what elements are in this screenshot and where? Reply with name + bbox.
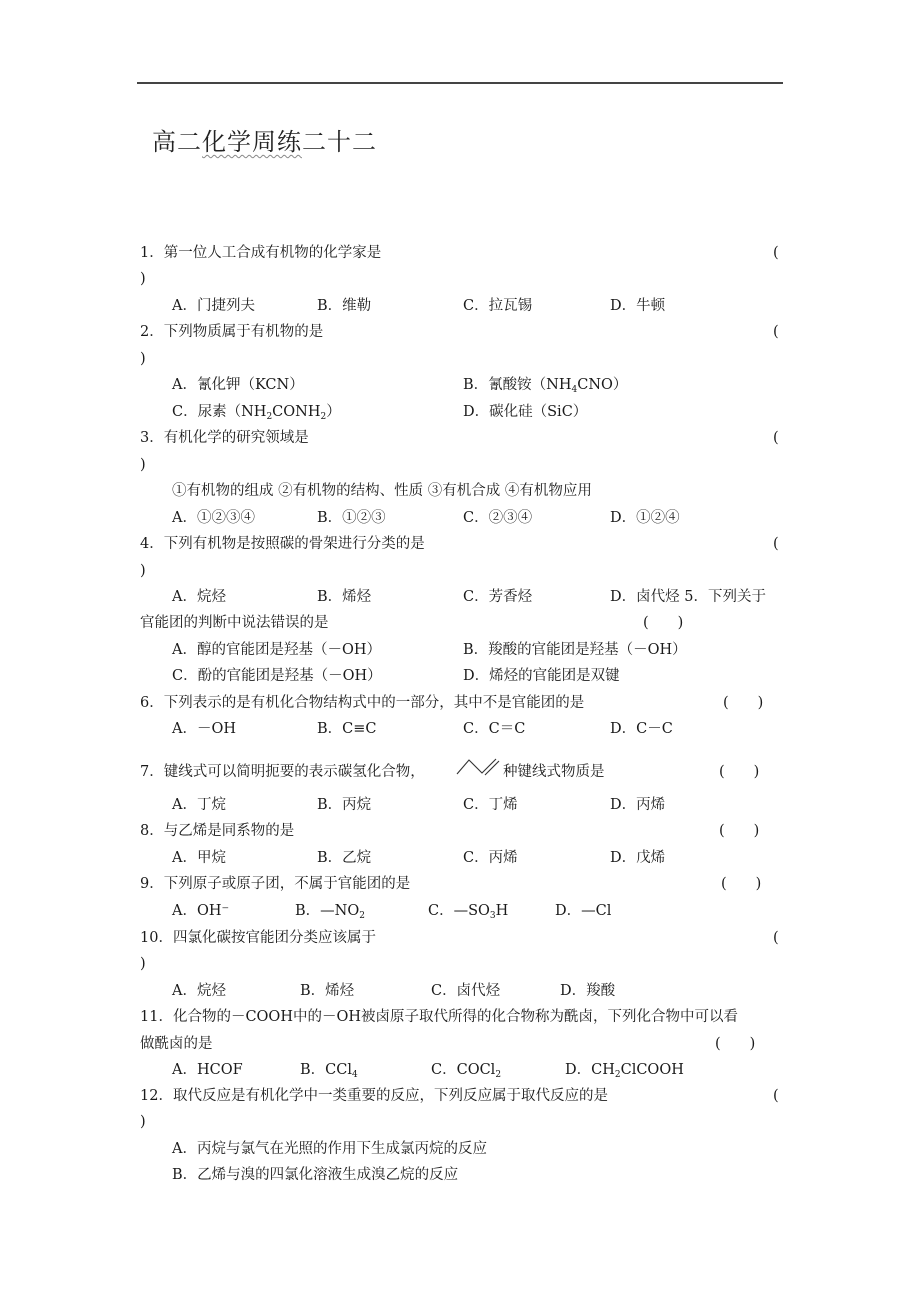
option-c: C．尿素$(NH_2CONH_2)$ [172,404,341,422]
option-b: B．氰酸铵$(NH_4CNO)$ [463,377,628,395]
title-part: 高二 [152,128,202,156]
option-a: A．烷烃 [172,589,226,605]
answer-blank: ( ) [723,695,764,711]
title-part-underlined: 化学周练 [202,128,302,156]
page-title [152,122,377,157]
option-d: D．C－C [610,721,673,737]
option-a: A．丙烷与氯气在光照的作用下生成氯丙烷的反应 [172,1141,487,1157]
question-stem: 1．第一位人工合成有机物的化学家是 [140,245,382,261]
option-d: D．羧酸 [560,983,616,999]
option-a: A．醇的官能团是羟基（－OH） [172,642,382,658]
option-c: C．丙烯 [463,850,518,866]
answer-blank: ( ) [643,615,684,631]
answer-blank: ( ) [719,823,760,839]
option-d: D．①②④ [610,510,680,526]
option-b: B．①②③ [317,510,386,526]
question-stem-continued: 官能团的判断中说法错误的是 [140,615,329,631]
skeletal-formula-figure [456,756,500,778]
question-stem: 3．有机化学的研究领域是 [140,430,309,446]
answer-blank-open: ( [773,1088,779,1104]
answer-blank-open: ( [773,430,779,446]
option-b: B．羧酸的官能团是羟基（－OH） [463,642,687,658]
option-d: D．牛顿 [610,298,666,314]
question-stem: 11．化合物的－COOH中的－OH被卤原子取代所得的化合物称为酰卤，下列化合物中可以看 [140,1009,738,1025]
option-b: B．乙烷 [317,850,372,866]
question-stem: 7．键线式可以简明扼要的表示碳氢化合物， [140,764,425,780]
option-b: B．$—NO_2$ [295,903,365,921]
option-d: D．烯烃的官能团是双键 [463,668,620,684]
answer-blank-open: ( [773,536,779,552]
option-b: B．烯烃 [300,983,355,999]
question-5-stem-start: 下列关于 [707,589,766,605]
answer-blank-open: ( [773,930,779,946]
option-b: B．维勒 [317,298,372,314]
question-stem: 8．与乙烯是同系物的是 [140,823,295,839]
question-5-number: 5． [684,589,708,605]
option-b: B．丙烷 [317,797,372,813]
answer-blank-close: ) [140,956,146,972]
answer-blank: ( ) [715,1036,756,1052]
option-a: A．丁烷 [172,797,226,813]
answer-blank-open: ( [773,324,779,340]
answer-blank-close: ) [140,271,146,287]
option-b: B．C≡C [317,721,377,737]
option-c: C．丁烯 [463,797,518,813]
option-d: D．卤代烃 5．下列关于 [610,589,766,605]
option-c: C．卤代烃 [431,983,501,999]
option-c: C．芳香烃 [463,589,533,605]
option-c: C．$—SO_3H$ [428,903,509,921]
option-c: C．C＝C [463,721,526,737]
answer-blank-close: ) [140,351,146,367]
question-stem: 12．取代反应是有机化学中一类重要的反应，下列反应属于取代反应的是 [140,1088,608,1104]
option-c: C．COCl$_2$ [431,1062,502,1080]
question-stem: 4．下列有机物是按照碳的骨架进行分类的是 [140,536,425,552]
question-stem-continued: 种键线式物质是 [503,764,605,780]
question-stem-continued: 做酰卤的是 [140,1036,213,1052]
option-a: A．门捷列夫 [172,298,255,314]
title-part: 二十二 [302,128,377,156]
option-a: A．－OH [172,721,237,737]
option-b: B．CCl$_4$ [300,1062,358,1080]
option-a: A．烷烃 [172,983,226,999]
answer-blank-close: ) [140,1114,146,1130]
option-c: C．拉瓦锡 [463,298,533,314]
option-c: C．②③④ [463,510,533,526]
option-a: A．氰化钾（KCN） [172,377,304,393]
answer-blank-open: ( [773,245,779,261]
option-a: A．OH⁻ [172,903,230,919]
question-stem: 2．下列物质属于有机物的是 [140,324,324,340]
question-stem: 6．下列表示的是有机化合物结构式中的一部分，其中不是官能团的是 [140,695,585,711]
option-d: D．碳化硅（SiC） [463,404,588,420]
question-items: ①有机物的组成 ②有机物的结构、性质 ③有机合成 ④有机物应用 [172,483,592,499]
option-a: A．甲烷 [172,850,226,866]
option-a: A．①②③④ [172,510,255,526]
option-b: B．乙烯与溴的四氯化溶液生成溴乙烷的反应 [172,1167,459,1183]
answer-blank-close: ) [140,563,146,579]
answer-blank: ( ) [721,876,762,892]
option-d: D．丙烯 [610,797,666,813]
header-rule [137,82,783,84]
option-c: C．酚的官能团是羟基（－OH） [172,668,382,684]
option-d: D．戊烯 [610,850,666,866]
question-stem: 10．四氯化碳按官能团分类应该属于 [140,930,376,946]
option-b: B．烯烃 [317,589,372,605]
option-d: D．—Cl [555,903,612,919]
answer-blank-close: ) [140,457,146,473]
option-a: A．HCOF [172,1062,243,1078]
question-stem: 9．下列原子或原子团，不属于官能团的是 [140,876,411,892]
option-d: D．$CH_2ClCOOH$ [565,1062,684,1080]
answer-blank: ( ) [719,764,760,780]
